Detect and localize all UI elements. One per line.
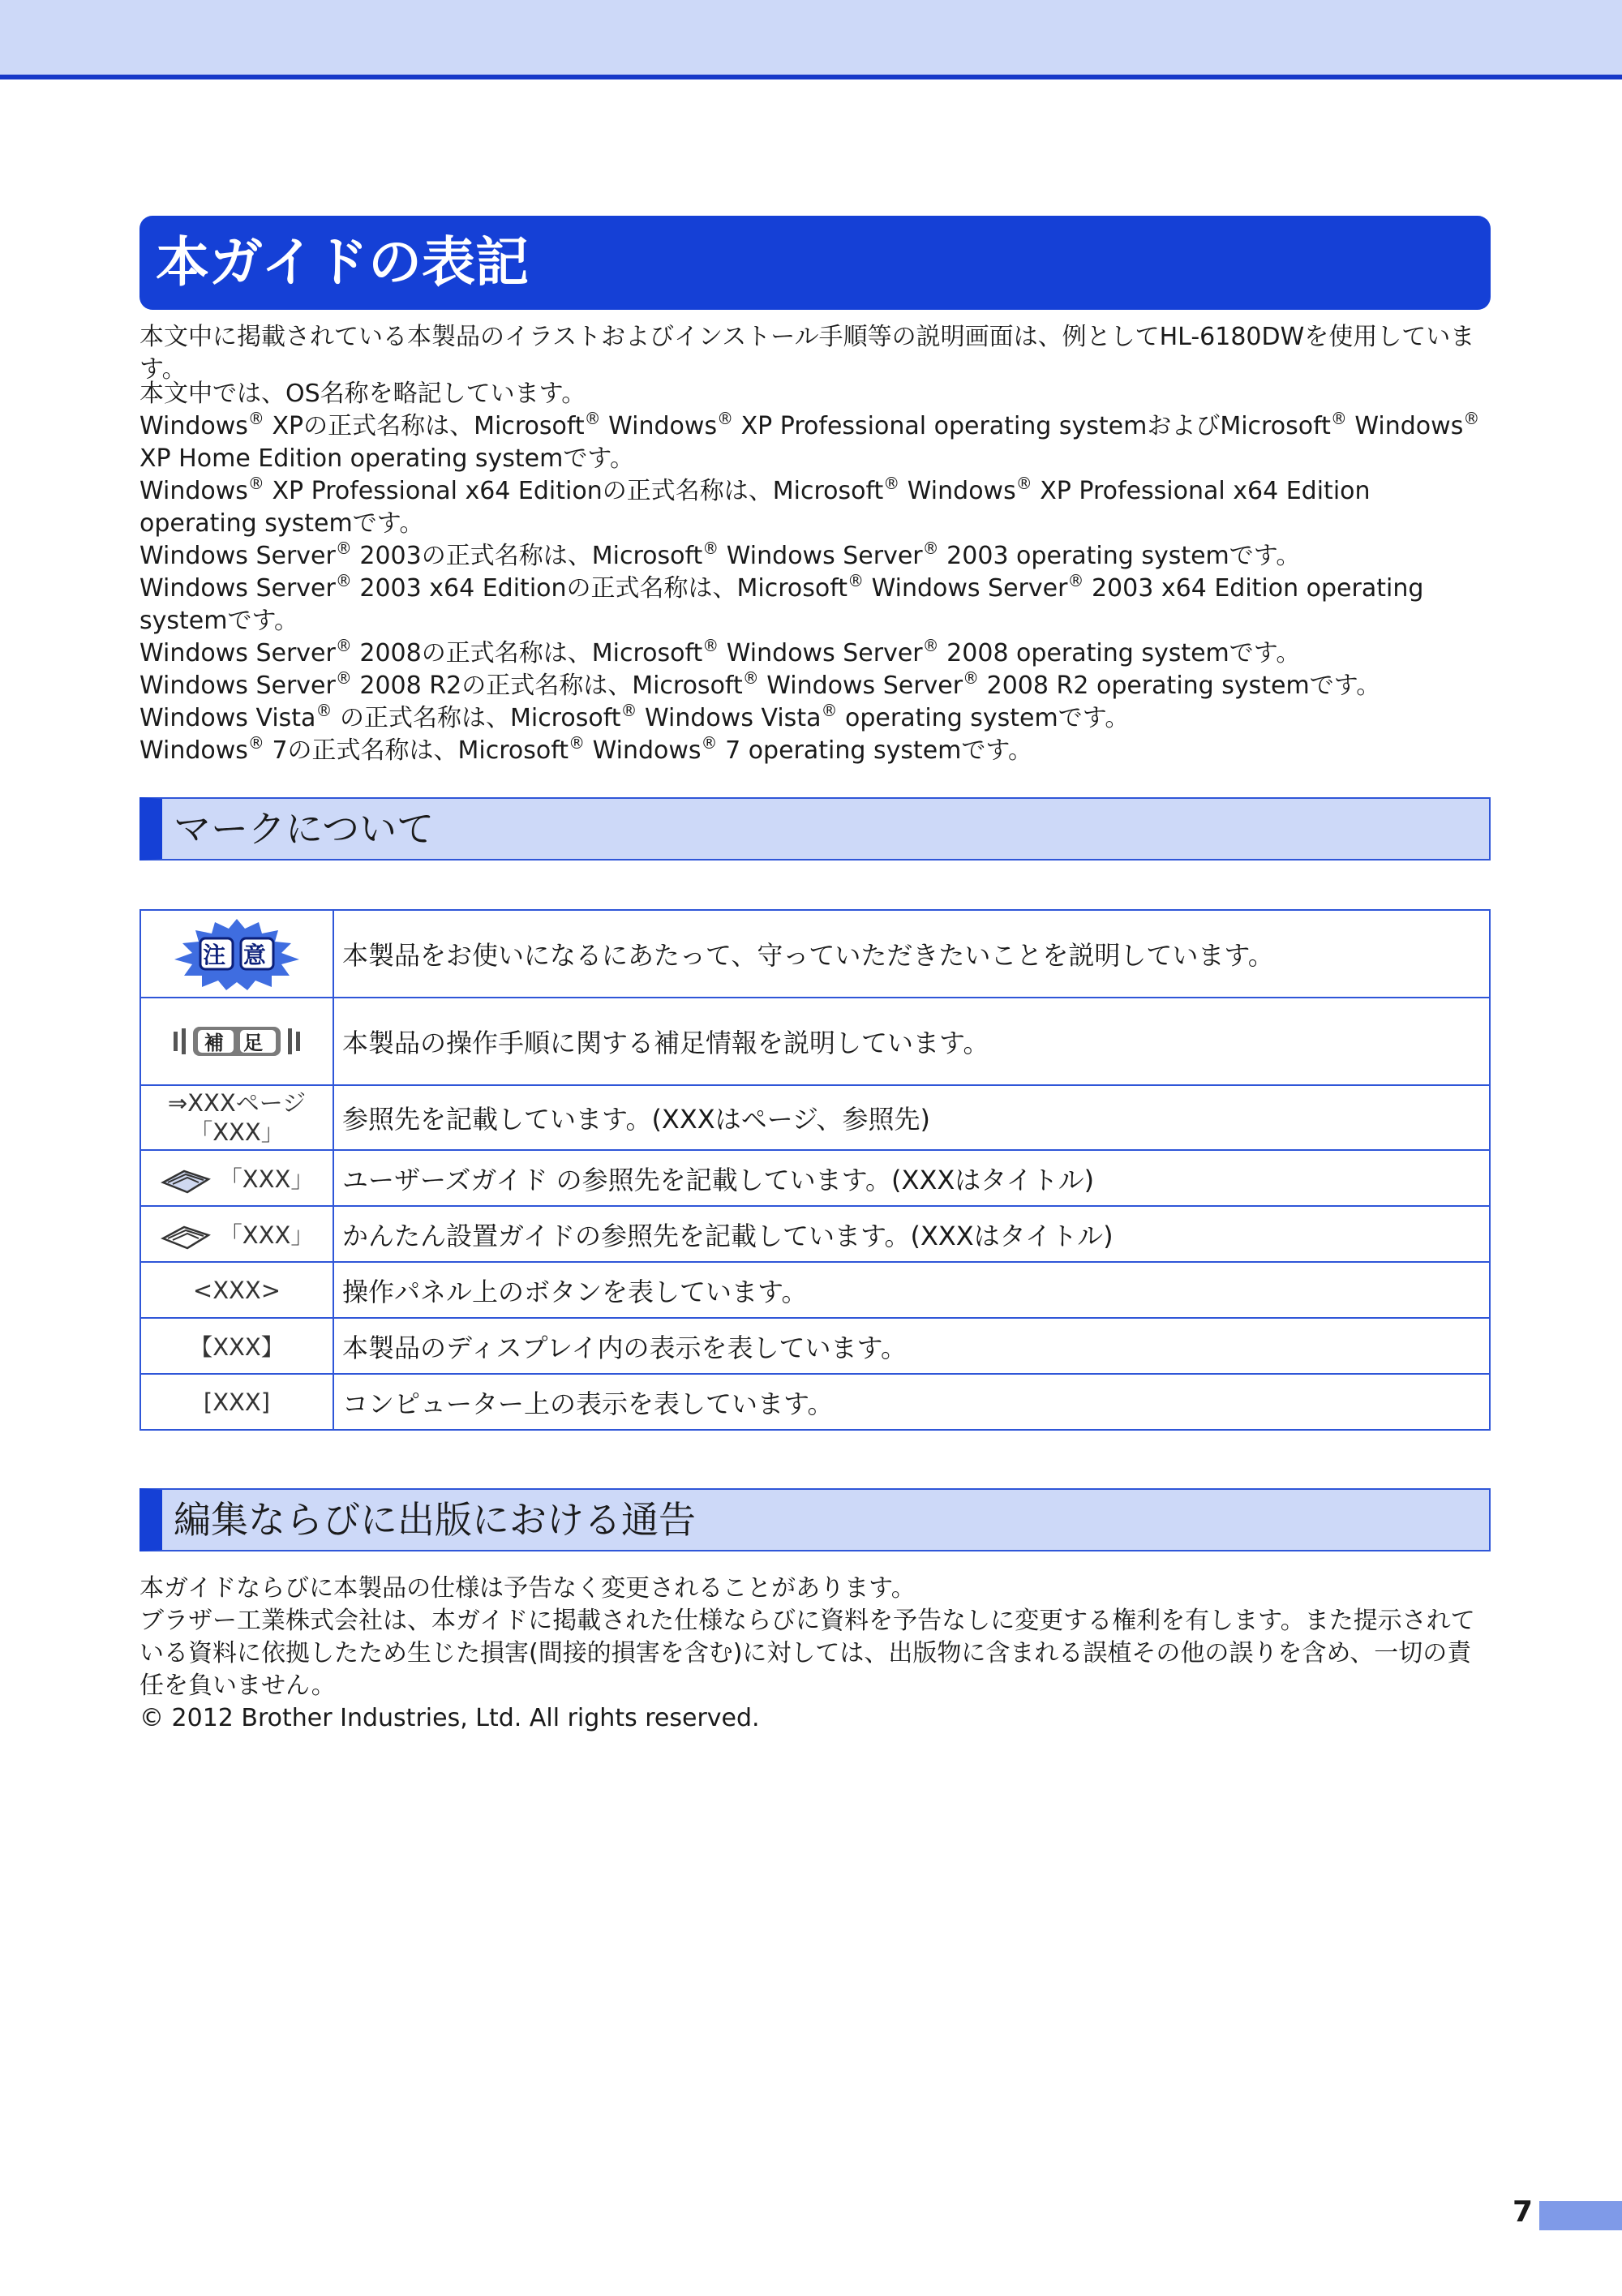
top-header-band: [0, 0, 1622, 79]
row-symbol: ⇒XXXページ 「XXX」: [140, 1085, 333, 1150]
os-lead: 本文中では、OS名称を略記しています。: [139, 380, 586, 408]
supplement-badge-icon: [164, 1026, 310, 1054]
row-desc: ユーザーズガイド の参照先を記載しています。(XXXはタイトル): [333, 1150, 1490, 1206]
table-row: [140, 1374, 1490, 1430]
row-desc: コンピューター上の表示を表しています。: [333, 1374, 1490, 1430]
row-desc: 操作パネル上のボタンを表しています。: [333, 1262, 1490, 1318]
os-line-3: Windows Server® 2003の正式名称は、Microsoft® Windows Server® 2003 operating systemです。: [139, 539, 1301, 570]
marks-table: [139, 909, 1491, 1431]
notice-block: [139, 1573, 1491, 1735]
section-heading-marks: マークについて: [139, 797, 1491, 860]
chui-badge-cell: [140, 910, 333, 998]
users-guide-icon: [160, 1165, 219, 1193]
os-line-8: Windows® 7の正式名称は、Microsoft® Windows® 7 operating systemです。: [139, 733, 1033, 765]
os-line-6: Windows Server® 2008 R2の正式名称は、Microsoft® Windows Server® 2008 R2 operating systemです。: [139, 668, 1381, 700]
row-desc: 本製品のディスプレイ内の表示を表しています。: [333, 1318, 1490, 1374]
table-row: [140, 1262, 1490, 1318]
os-line-5: Windows Server® 2008の正式名称は、Microsoft® Windows Server® 2008 operating systemです。: [139, 636, 1301, 667]
page-title: 本ガイドの表記: [139, 216, 1491, 310]
os-line-4: Windows Server® 2003 x64 Editionの正式名称は、Microsoft® Windows Server® 2003 x64 Edition operating systemです。: [139, 571, 1424, 635]
row-symbol: <XXX>: [140, 1262, 333, 1318]
os-line-2: Windows® XP Professional x64 Editionの正式名称は、Microsoft® Windows® XP Professional x64 Edition operating systemです。: [139, 474, 1371, 538]
row-symbol: 「XXX」: [140, 1206, 333, 1262]
page-number: 7: [1512, 2195, 1533, 2229]
caution-badge-text: 注 意: [203, 942, 271, 968]
notice-p1: 本ガイドならびに本製品の仕様は予告なく変更されることがあります。: [139, 1574, 916, 1603]
quick-setup-guide-icon: [160, 1221, 219, 1249]
row-desc: 本製品をお使いになるにあたって、守っていただきたいことを説明しています。: [333, 910, 1490, 998]
table-row: [140, 1206, 1490, 1262]
section-heading-notice: 編集ならびに出版における通告: [139, 1488, 1491, 1551]
copyright: © 2012 Brother Industries, Ltd. All rights reserved.: [139, 1704, 760, 1732]
row-symbol: [XXX]: [140, 1374, 333, 1430]
table-row: [140, 1085, 1490, 1150]
table-row: [140, 1318, 1490, 1374]
footer-bar: [1539, 2201, 1622, 2230]
table-row: [140, 1150, 1490, 1206]
table-row: [140, 998, 1490, 1085]
row-desc: 参照先を記載しています。(XXXはページ、参照先): [333, 1085, 1490, 1150]
os-names-block: [139, 378, 1491, 767]
row-symbol: 「XXX」: [140, 1150, 333, 1206]
intro-text: 本文中に掲載されている本製品のイラストおよびインストール手順等の説明画面は、例としてHL-6180DWを使用しています。: [139, 323, 1475, 384]
supplement-badge-text: 補 足: [204, 1032, 270, 1054]
notice-p2: ブラザー工業株式会社は、本ガイドに掲載された仕様ならびに資料を予告なしに変更する権利を有します。また提示されている資料に依拠したため生じた損害(間接的損害を含む)に対しては、出版物に含まれる誤植その他の誤りを含め、一切の責任を負いません。: [139, 1607, 1475, 1700]
os-line-7: Windows Vista® の正式名称は、Microsoft® Windows Vista® operating systemです。: [139, 701, 1130, 732]
intro-paragraph: [139, 321, 1491, 386]
os-line-1: Windows® XPの正式名称は、Microsoft® Windows® XP Professional operating systemおよびMicrosoft® Windows® XP Home Edition operating systemです。: [139, 409, 1480, 473]
hosoku-badge-cell: [140, 998, 333, 1085]
row-desc: かんたん設置ガイドの参照先を記載しています。(XXXはタイトル): [333, 1206, 1490, 1262]
row-desc: 本製品の操作手順に関する補足情報を説明しています。: [333, 998, 1490, 1085]
row-symbol: 【XXX】: [140, 1318, 333, 1374]
table-row: [140, 910, 1490, 998]
caution-badge-icon: [168, 938, 306, 966]
